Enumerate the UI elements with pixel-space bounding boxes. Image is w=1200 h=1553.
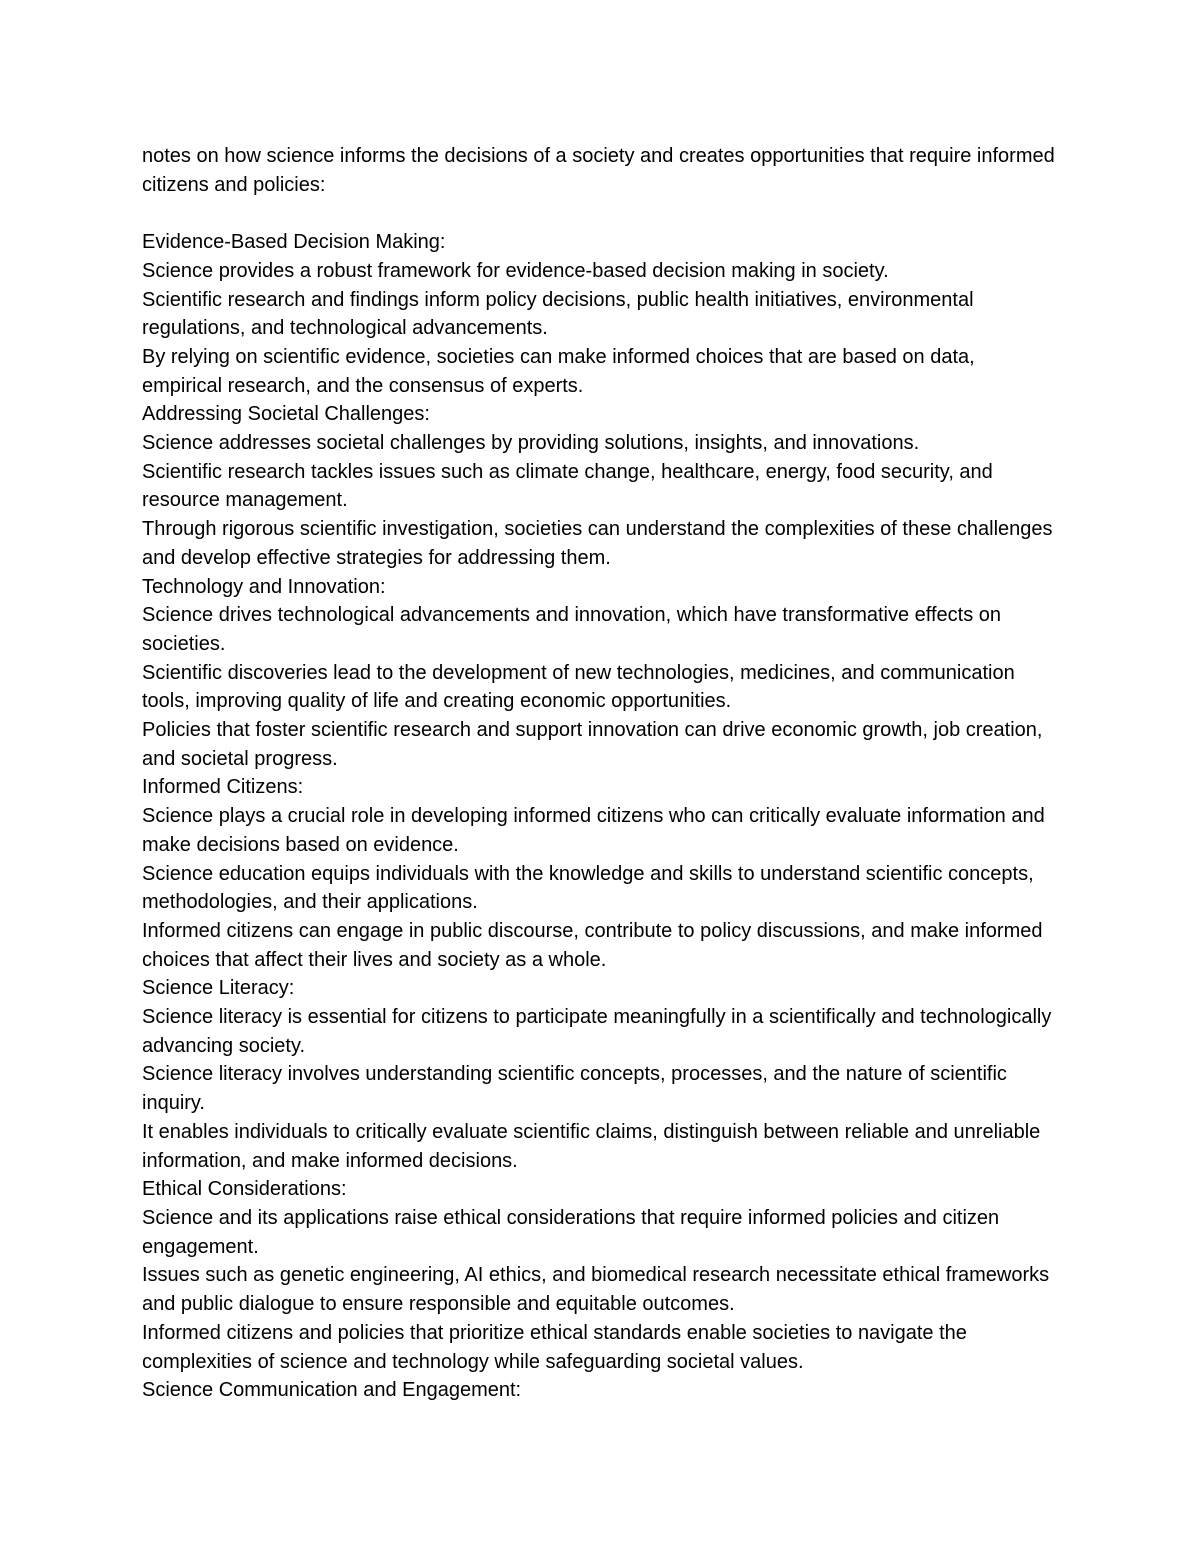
section-paragraph: It enables individuals to critically evaluate scientific claims, distinguish between reliable and unreliable information, and make informed decisions. <box>142 1120 1041 1172</box>
section-paragraph: Science plays a crucial role in developing informed citizens who can critically evaluate information and make decisions based on evidence. <box>142 805 1045 856</box>
blank-line <box>142 199 1057 228</box>
section-paragraph: Science drives technological advancements and innovation, which have transformative effects on societies. <box>142 604 1002 655</box>
section-paragraph: Scientific research tackles issues such as climate change, healthcare, energy, food security, and resource management. <box>142 460 993 512</box>
section-heading: Informed Citizens: <box>142 776 304 799</box>
section-heading: Ethical Considerations: <box>142 1178 347 1201</box>
section-paragraph: Scientific research and findings inform policy decisions, public health initiatives, environmental regulations, and technological advancements. <box>142 288 974 340</box>
section-paragraph: Science addresses societal challenges by providing solutions, insights, and innovations. <box>142 432 920 455</box>
document-body <box>142 142 1057 1405</box>
section-paragraph: By relying on scientific evidence, societies can make informed choices that are based on data, empirical research, and the consensus of experts. <box>142 345 975 397</box>
section-heading: Technology and Innovation: <box>142 575 386 598</box>
section-paragraph: Science and its applications raise ethical considerations that require informed policies and citizen engagement. <box>142 1207 1000 1258</box>
section-paragraph: Policies that foster scientific research and support innovation can drive economic growth, job creation, and societal progress. <box>142 719 1043 770</box>
section-paragraph: Informed citizens can engage in public discourse, contribute to policy discussions, and make informed choices that affect their lives and society as a whole. <box>142 919 1043 971</box>
section-paragraph: Scientific discoveries lead to the development of new technologies, medicines, and communication tools, improving quality of life and creating economic opportunities. <box>142 661 1015 713</box>
section-paragraph: Through rigorous scientific investigation, societies can understand the complexities of these challenges and develop effective strategies for addressing them. <box>142 518 1053 569</box>
intro-paragraph: notes on how science informs the decisions of a society and creates opportunities that require informed citizens and policies: <box>142 145 1055 196</box>
section-paragraph: Science education equips individuals with the knowledge and skills to understand scientific concepts, methodologies, and their applications. <box>142 862 1034 914</box>
section-heading: Science Literacy: <box>142 977 295 1000</box>
section-heading: Addressing Societal Challenges: <box>142 403 430 426</box>
section-paragraph: Informed citizens and policies that prioritize ethical standards enable societies to navigate the complexities of science and technology while safeguarding societal values. <box>142 1321 967 1373</box>
section-heading: Science Communication and Engagement: <box>142 1379 522 1402</box>
section-paragraph: Science provides a robust framework for evidence-based decision making in society. <box>142 259 889 282</box>
section-heading: Evidence-Based Decision Making: <box>142 231 446 254</box>
section-paragraph: Science literacy is essential for citizens to participate meaningfully in a scientifically and technologically advancing society. <box>142 1006 1052 1057</box>
section-paragraph: Issues such as genetic engineering, AI ethics, and biomedical research necessitate ethical frameworks and public dialogue to ensure responsible and equitable outcomes. <box>142 1264 1050 1316</box>
section-paragraph: Science literacy involves understanding scientific concepts, processes, and the nature of scientific inquiry. <box>142 1063 1007 1115</box>
